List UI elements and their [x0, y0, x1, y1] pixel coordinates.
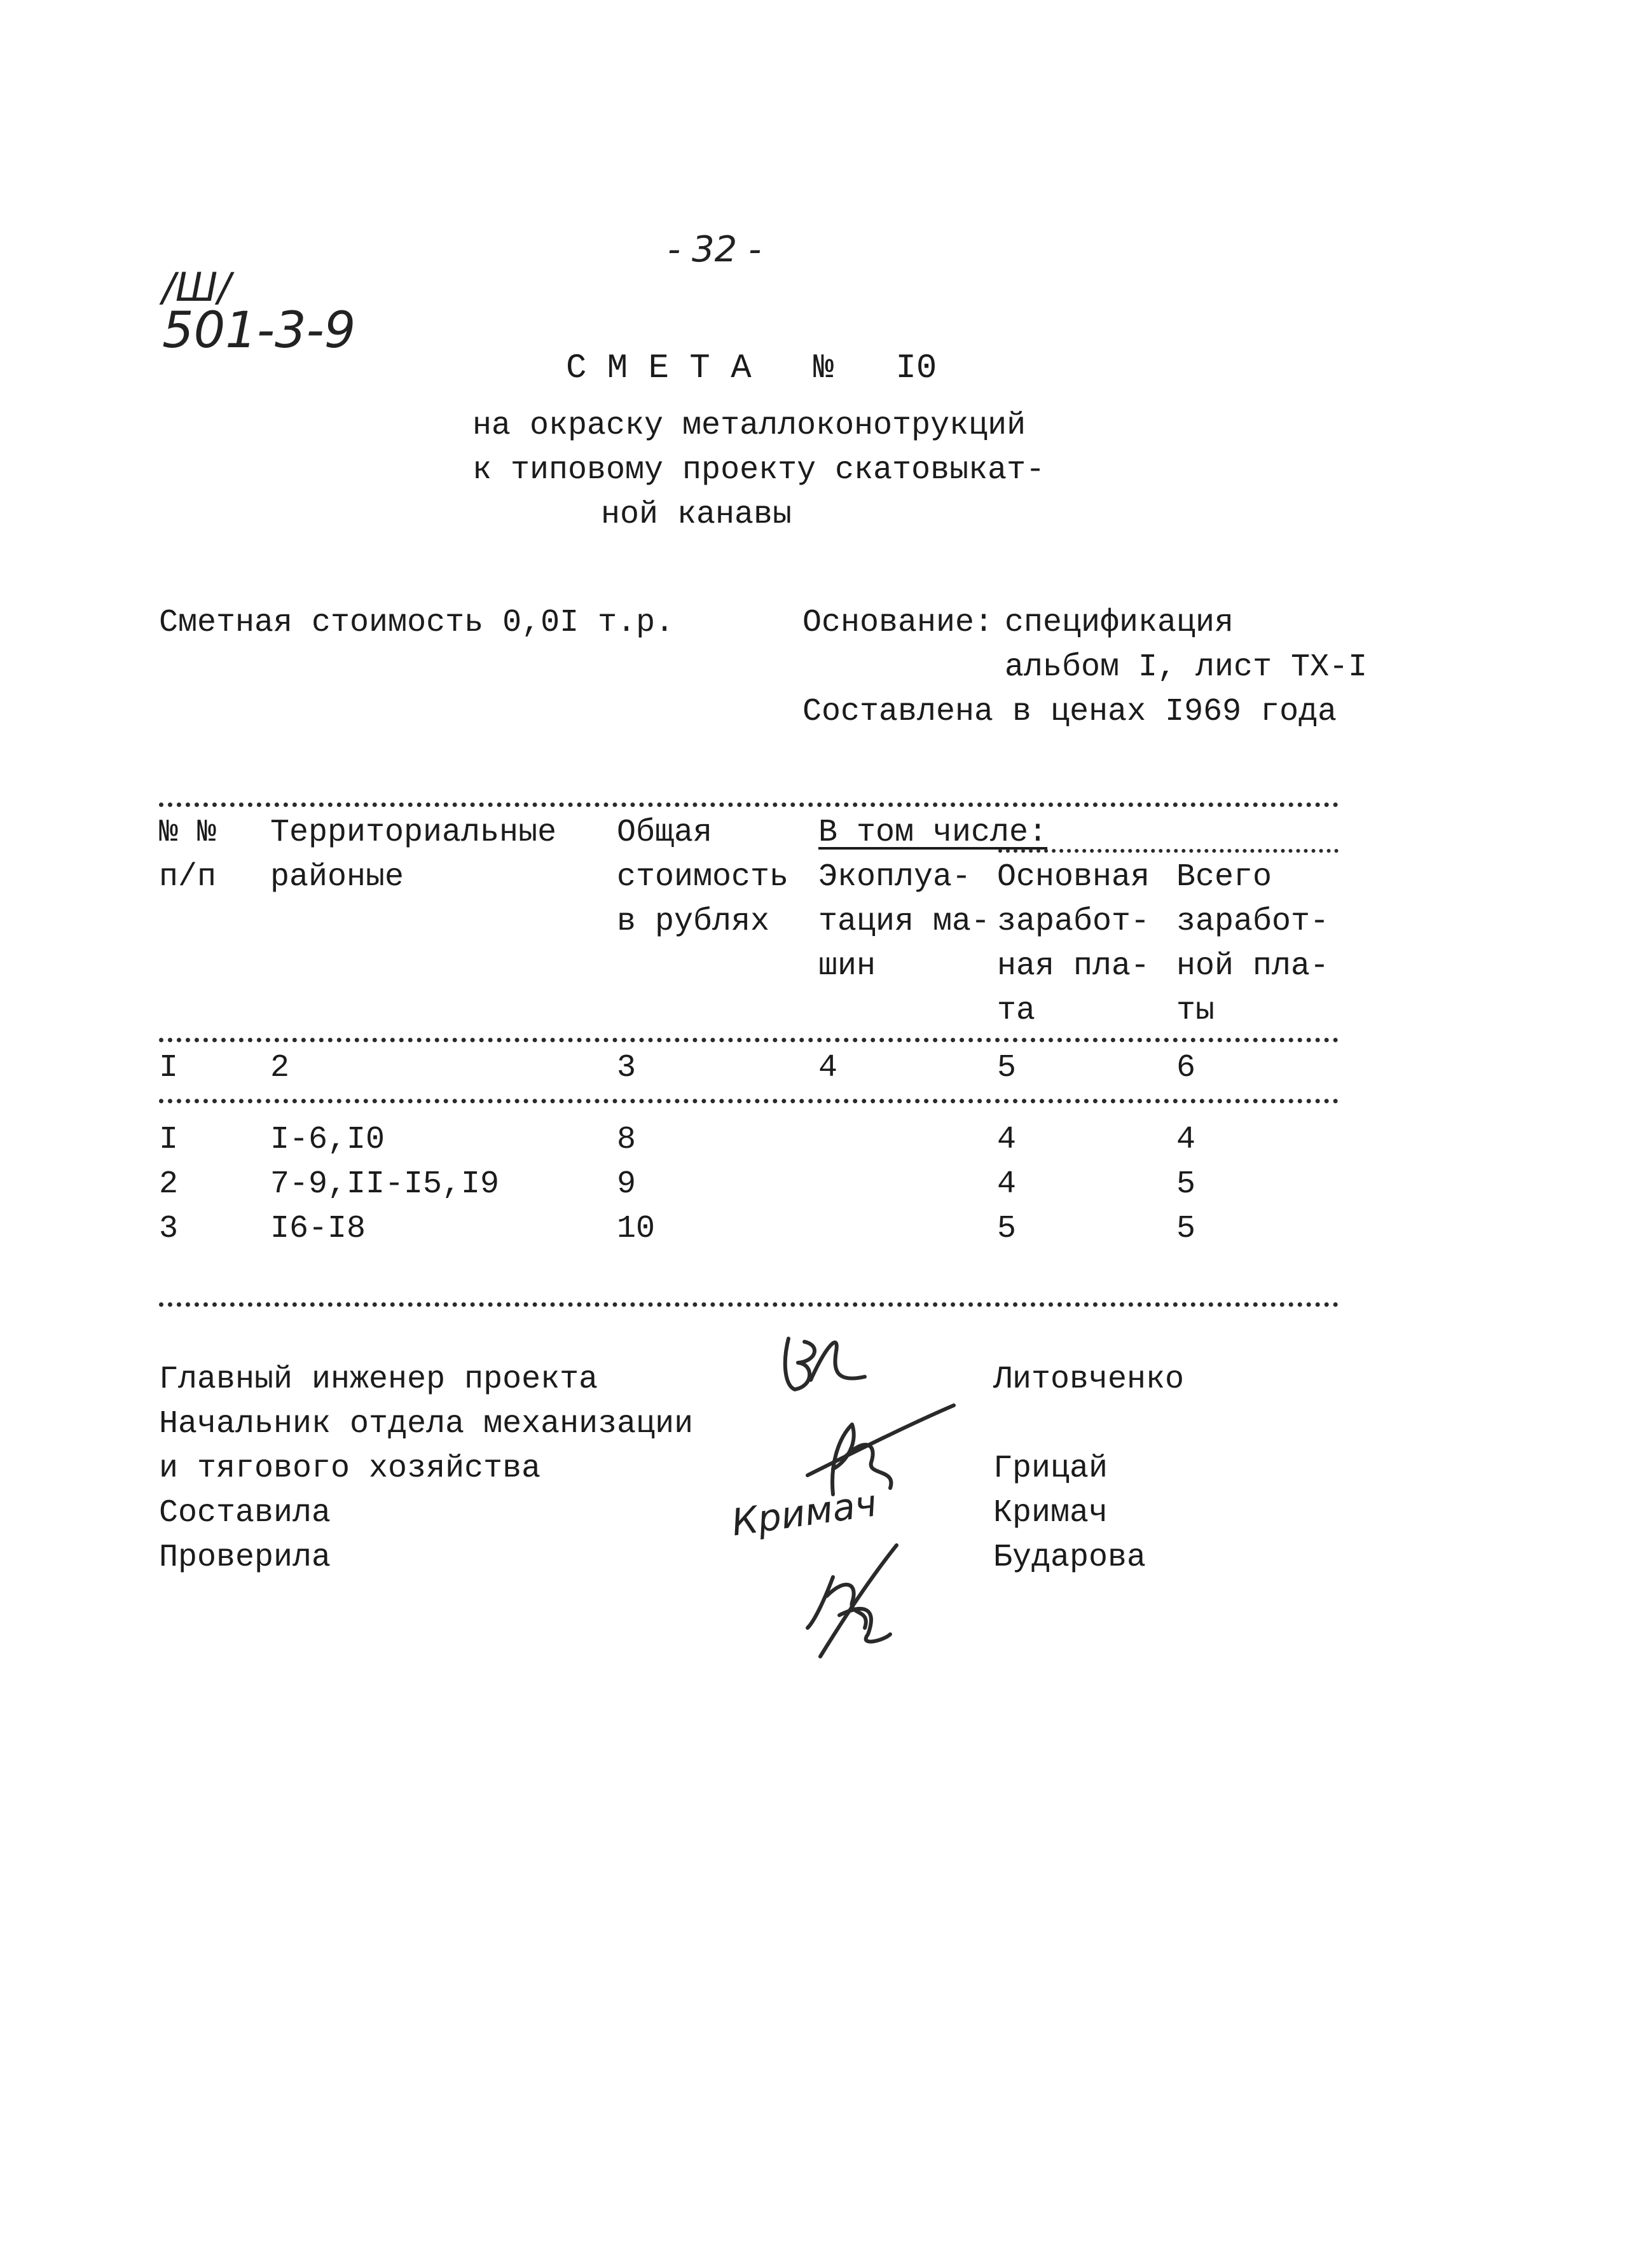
chief-engineer-name: Литовченко: [993, 1361, 1185, 1398]
row-num: I: [159, 1122, 179, 1158]
header-num-line2: п/п: [159, 859, 217, 895]
compiled-name: Кримач: [993, 1495, 1108, 1531]
header-group-label: В том числе:: [818, 815, 1048, 851]
document-stamp-line1: /Ш/: [162, 264, 231, 310]
estimated-cost: Сметная стоимость 0,0I т.р.: [159, 605, 675, 641]
signature-compiled: Кримач: [729, 1481, 879, 1545]
header-base-wage-line2: заработ-: [997, 904, 1150, 940]
column-number-3: 3: [617, 1050, 637, 1086]
row-base-wage: 4: [997, 1122, 1017, 1158]
row-districts: 7-9,II-I5,I9: [270, 1166, 500, 1202]
header-districts-line2: районые: [270, 859, 404, 895]
row-total-wage: 5: [1176, 1211, 1196, 1247]
subtitle-line-3: ной канавы: [601, 497, 792, 533]
group-underline: [998, 849, 1339, 853]
header-total-line2: стоимость: [617, 859, 789, 895]
header-base-wage-line4: та: [997, 993, 1036, 1029]
header-districts-line1: Территориальные: [270, 815, 557, 851]
row-num: 2: [159, 1166, 179, 1202]
basis-value-line1: спецификация: [1005, 605, 1234, 641]
head-of-dept-role-line1: Начальник отдела механизации: [159, 1406, 694, 1442]
row-base-wage: 5: [997, 1211, 1017, 1247]
row-base-wage: 4: [997, 1166, 1017, 1202]
header-machines-line2: тация ма-: [818, 904, 991, 940]
header-total-line3: в рублях: [617, 904, 770, 940]
header-base-wage-line1: Основная: [997, 859, 1150, 895]
header-total-wage-line1: Всего: [1176, 859, 1272, 895]
signature-chief-engineer: [776, 1326, 878, 1402]
compiled-role: Составила: [159, 1495, 331, 1531]
chief-engineer-role: Главный инженер проекта: [159, 1361, 598, 1398]
header-machines-line1: Экоплуа-: [818, 859, 972, 895]
header-total-wage-line2: заработ-: [1176, 904, 1330, 940]
checked-name: Бударова: [993, 1540, 1146, 1576]
column-numbers-bottom-rule: [159, 1099, 1339, 1103]
table-bottom-rule: [159, 1302, 1339, 1307]
row-districts: I6-I8: [270, 1211, 366, 1247]
row-total: 9: [617, 1166, 637, 1202]
prices-year: Составлена в ценах I969 года: [802, 694, 1337, 730]
signature-checked: [788, 1539, 916, 1660]
column-number-6: 6: [1176, 1050, 1196, 1086]
document-title: С М Е Т А № I0: [566, 349, 937, 388]
header-machines-line3: шин: [818, 948, 876, 984]
row-total: 10: [617, 1211, 656, 1247]
checked-role: Проверила: [159, 1540, 331, 1576]
row-total-wage: 5: [1176, 1166, 1196, 1202]
page-number: - 32 -: [668, 229, 762, 270]
column-number-1: I: [159, 1050, 179, 1086]
row-total: 8: [617, 1122, 637, 1158]
document-stamp-line2: 501-3-9: [162, 302, 356, 359]
subtitle-line-1: на окраску металлоконотрукций: [472, 408, 1026, 444]
row-num: 3: [159, 1211, 179, 1247]
head-of-dept-role-line2: и тягового хозяйства: [159, 1450, 541, 1487]
column-number-4: 4: [818, 1050, 838, 1086]
basis-value-line2: альбом I, лист ТХ-I: [1005, 649, 1368, 686]
header-total-wage-line3: ной пла-: [1176, 948, 1330, 984]
header-total-wage-line4: ты: [1176, 993, 1215, 1029]
column-number-2: 2: [270, 1050, 290, 1086]
row-total-wage: 4: [1176, 1122, 1196, 1158]
signature-head-of-dept: [795, 1399, 960, 1501]
table-top-rule: [159, 803, 1339, 807]
header-bottom-rule: [159, 1038, 1339, 1042]
header-num-line1: № №: [159, 815, 217, 851]
column-number-5: 5: [997, 1050, 1017, 1086]
basis-label: Основание:: [802, 605, 994, 641]
head-of-dept-name: Грицай: [993, 1450, 1108, 1487]
subtitle-line-2: к типовому проекту скатовыкат-: [472, 452, 1045, 488]
header-total-line1: Общая: [617, 815, 713, 851]
header-base-wage-line3: ная пла-: [997, 948, 1150, 984]
row-districts: I-6,I0: [270, 1122, 385, 1158]
